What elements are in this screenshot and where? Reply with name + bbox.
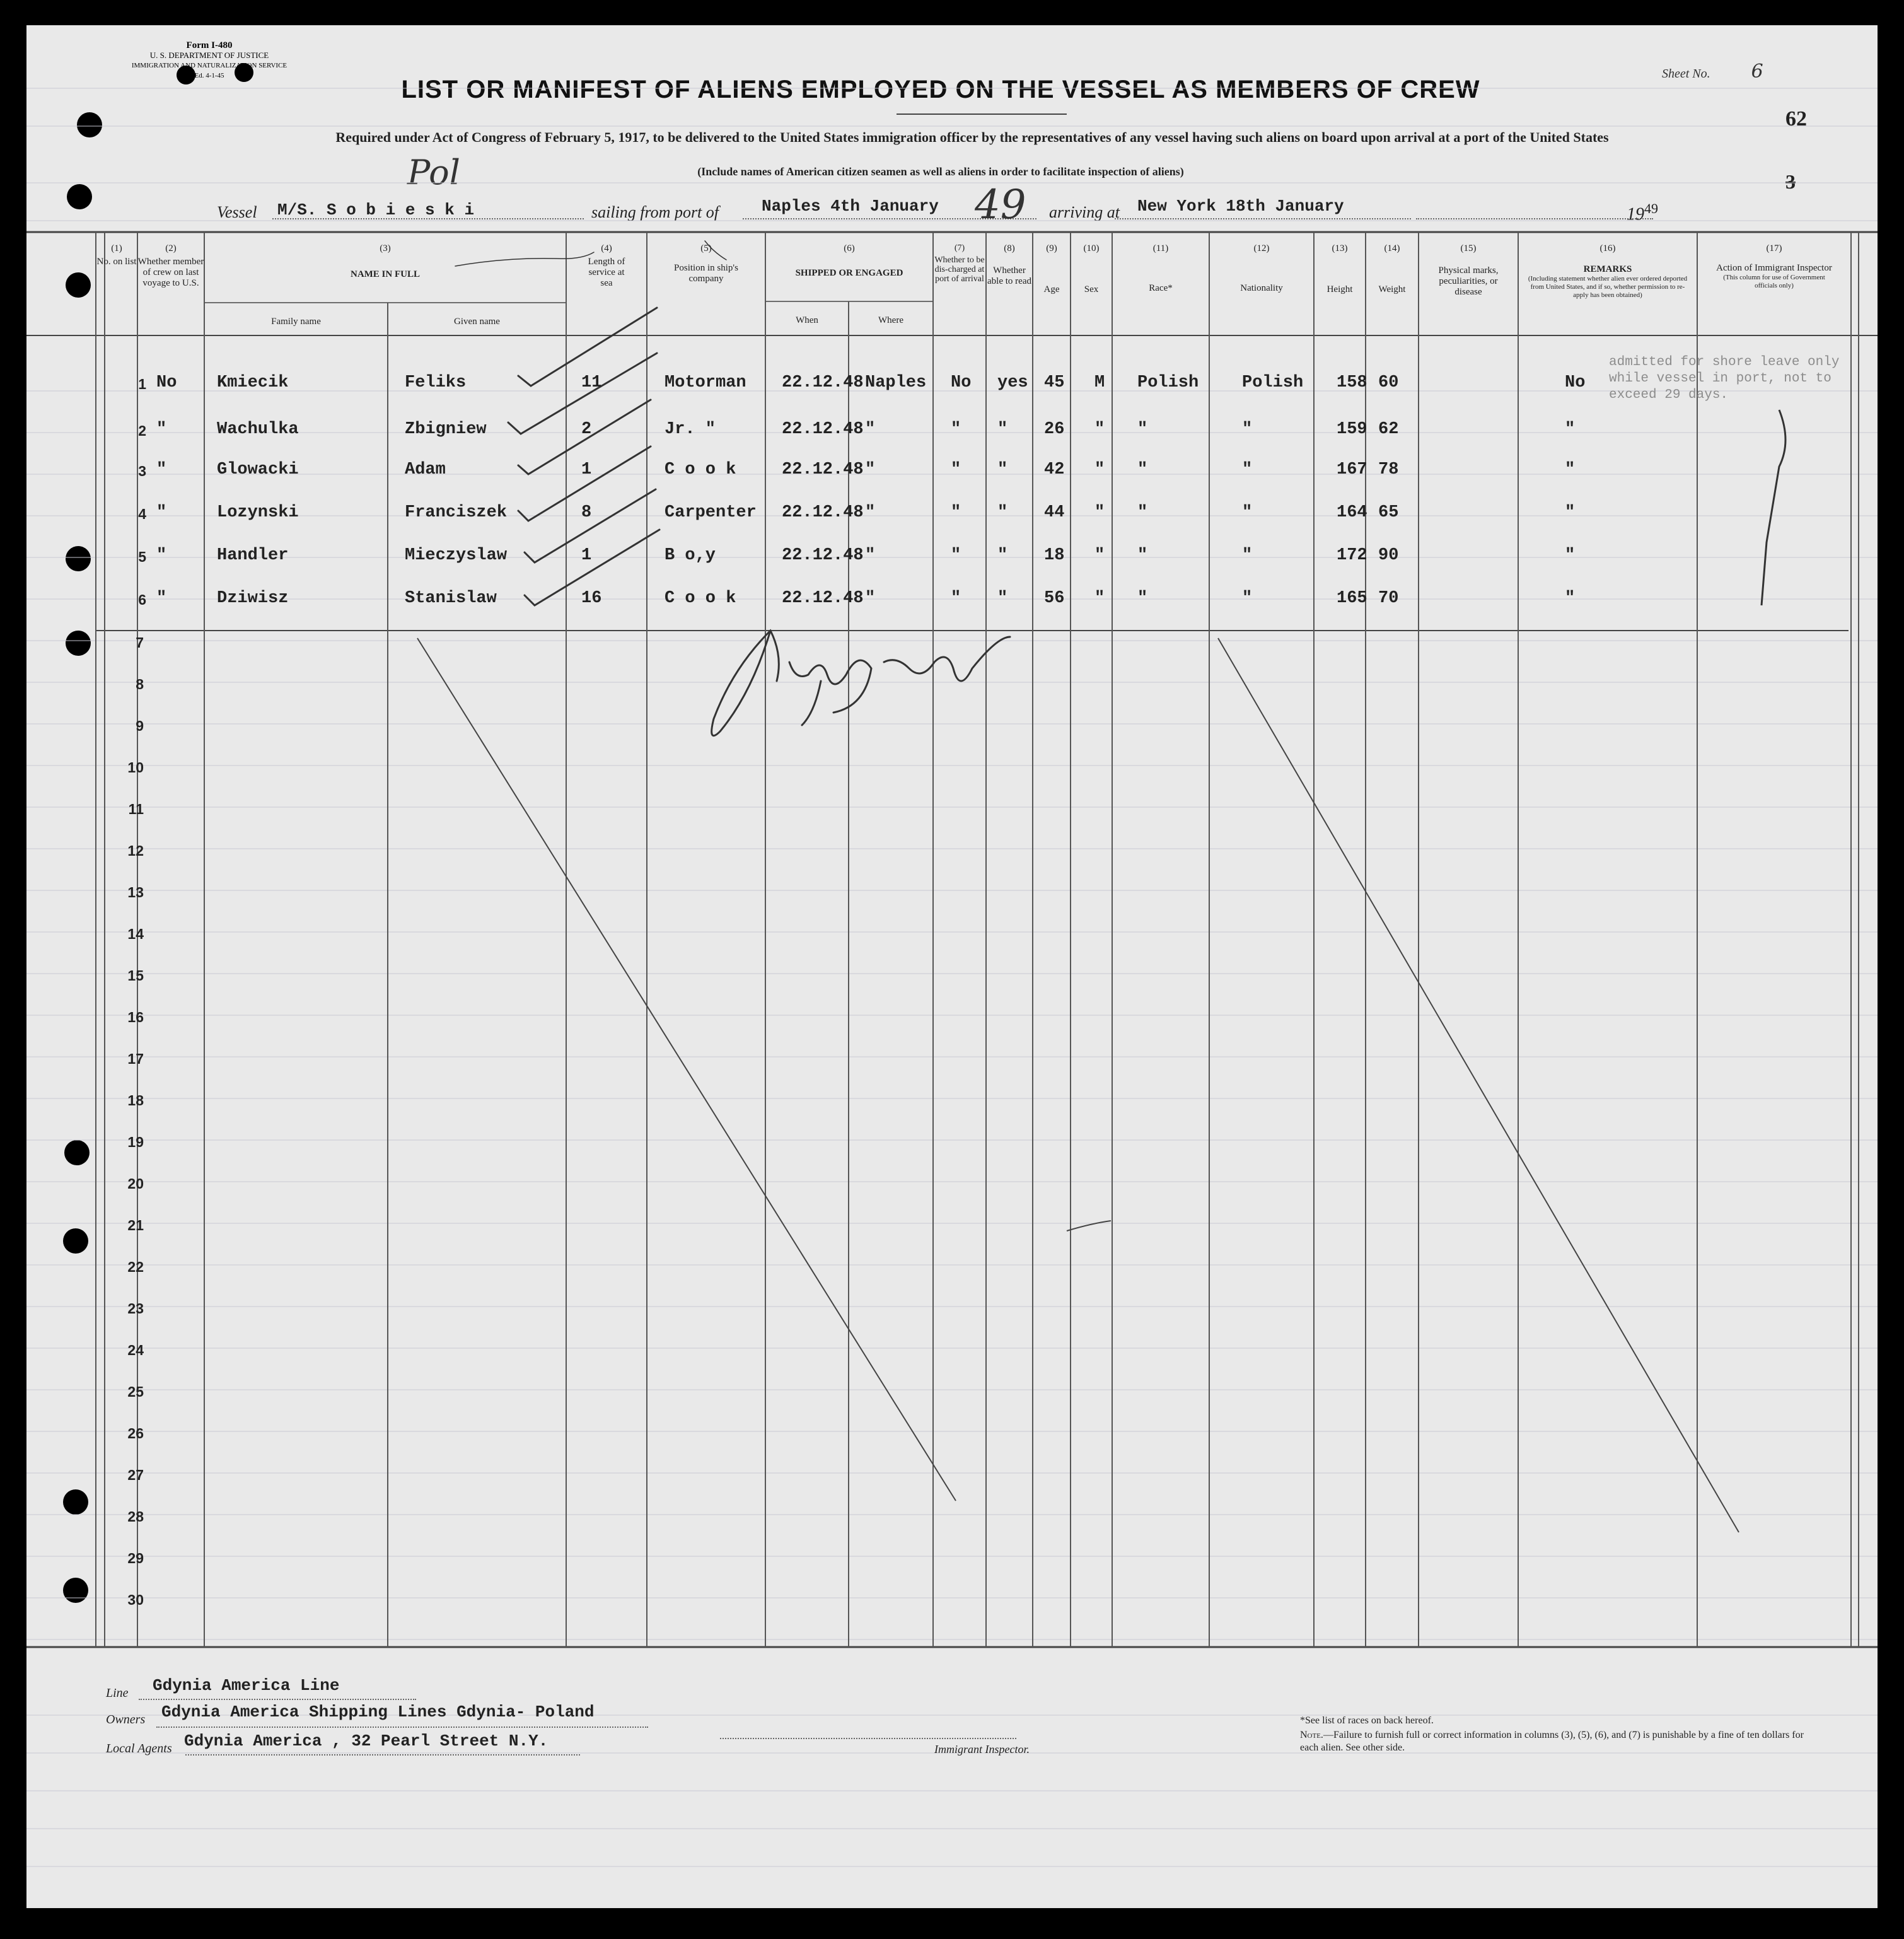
sheet-number: 6 xyxy=(1751,61,1763,83)
cell-age: 18 xyxy=(1044,546,1065,565)
cell-discharged: " xyxy=(951,460,961,479)
empty-row-number: 11 xyxy=(128,801,144,817)
cell-weight: 78 xyxy=(1378,460,1399,479)
cell-position: B o,y xyxy=(665,546,716,565)
year-prefix: 19 xyxy=(1627,204,1644,224)
cell-no: 5 xyxy=(138,549,146,565)
cell-discharged: " xyxy=(951,503,961,522)
cell-race: " xyxy=(1137,420,1148,439)
column-header-14: (14) Weight xyxy=(1378,243,1406,294)
cell-sex: " xyxy=(1094,589,1105,608)
cell-service: 8 xyxy=(581,503,592,522)
cell-service: 1 xyxy=(581,546,592,565)
cell-position: C o o k xyxy=(665,460,736,479)
empty-row-number: 10 xyxy=(127,759,144,776)
inspector-note: (This column for use of Government officials only) xyxy=(1723,274,1825,289)
vessel-handwritten-note: Pol xyxy=(407,153,460,192)
cell-nationality: " xyxy=(1242,546,1253,565)
empty-row-number: 28 xyxy=(127,1508,144,1525)
cell-weight: 90 xyxy=(1378,546,1399,565)
cell-nationality: Polish xyxy=(1242,373,1304,392)
cell-no: 2 xyxy=(138,422,146,439)
cell-height: 165 xyxy=(1337,589,1367,608)
cell-given: Mieczyslaw xyxy=(405,546,508,565)
subheader-given-name: Given name xyxy=(454,317,500,327)
cell-when: 22.12.48 xyxy=(782,373,864,392)
cell-race: Polish xyxy=(1137,373,1199,392)
cell-given: Zbigniew xyxy=(405,420,487,439)
column-header-13: (13) Height xyxy=(1326,243,1353,294)
empty-row-number: 8 xyxy=(136,676,144,692)
column-header-7: (7) Whether to be dis-charged at port of arrival xyxy=(934,243,985,284)
empty-row-number: 9 xyxy=(136,718,144,734)
cell-remarks: " xyxy=(1565,420,1576,439)
empty-row-number: 7 xyxy=(136,634,144,651)
cell-given: Feliks xyxy=(405,373,467,392)
vessel-label: Vessel xyxy=(217,203,257,221)
note-text: —Failure to furnish full or correct information in columns (3), (5), (6), and (7) is punishable by a fine of ten dollars for each alien. See other side. xyxy=(1300,1730,1804,1753)
department-name: U. S. DEPARTMENT OF JUSTICE xyxy=(149,50,269,60)
cell-remarks: " xyxy=(1565,546,1576,565)
empty-row-number: 19 xyxy=(127,1134,144,1150)
arriving-label: arriving at xyxy=(1049,203,1120,221)
footer-owners-label: Owners xyxy=(106,1713,146,1726)
cell-no: 3 xyxy=(138,463,146,479)
cell-where: Naples xyxy=(865,373,927,392)
cell-sex: " xyxy=(1094,546,1105,565)
cell-no: 6 xyxy=(138,591,146,608)
cell-weight: 65 xyxy=(1378,503,1399,522)
page-subtitle: Required under Act of Congress of February 5, 1917, to be delivered to the United States immigration officer by the representatives of any vessel having such aliens on board upon arrival at a port of the United States xyxy=(335,129,1609,145)
empty-row-number: 17 xyxy=(127,1051,144,1067)
column-header-2: (2) Whether member of crew on last voyage to U.S. xyxy=(137,243,204,288)
races-note: *See list of races on back hereof. xyxy=(1300,1715,1434,1726)
cell-race: " xyxy=(1137,503,1148,522)
cell-given: Stanislaw xyxy=(405,589,497,608)
cell-remarks: No xyxy=(1565,373,1586,392)
remarks-note: (Including statement whether alien ever ordered deported from United States, and if so, whether permission to re-apply has been obtained) xyxy=(1528,275,1688,299)
cell-race: " xyxy=(1137,460,1148,479)
cell-where: " xyxy=(865,503,876,522)
cell-weight: 60 xyxy=(1378,373,1399,392)
empty-row-number: 18 xyxy=(127,1092,144,1109)
cell-sex: M xyxy=(1094,373,1105,392)
empty-row-number: 21 xyxy=(127,1217,144,1233)
cell-sex: " xyxy=(1094,503,1105,522)
column-header-11: (11) Race* xyxy=(1149,243,1173,293)
cell-read: " xyxy=(997,420,1008,439)
cell-age: 45 xyxy=(1044,373,1065,392)
manifest-sheet xyxy=(26,25,1878,1908)
column-header-12: (12) Nationality xyxy=(1240,243,1283,293)
cell-nationality: " xyxy=(1242,589,1253,608)
cell-last-voyage: " xyxy=(156,546,167,565)
immigrant-inspector-label: Immigrant Inspector. xyxy=(934,1743,1030,1756)
empty-row-number: 22 xyxy=(127,1259,144,1275)
footer-agents-value: Gdynia America , 32 Pearl Street N.Y. xyxy=(184,1732,549,1750)
subheader-where: Where xyxy=(878,315,903,325)
cell-nationality: " xyxy=(1242,503,1253,522)
cell-no: 1 xyxy=(138,376,146,392)
cell-service: 11 xyxy=(581,373,602,392)
column-header-6: (6) SHIPPED OR ENGAGED xyxy=(795,243,903,278)
footer-agents-label: Local Agents xyxy=(106,1742,172,1756)
column-header-5: (5) Position in ship's company xyxy=(674,243,738,284)
corner-mark: 3 xyxy=(1785,170,1796,193)
cell-height: 158 xyxy=(1337,373,1367,392)
sailing-from-value: Naples 4th January xyxy=(762,197,939,216)
cell-where: " xyxy=(865,546,876,565)
cell-age: 56 xyxy=(1044,589,1065,608)
service-name: IMMIGRATION AND NATURALIZATION SERVICE xyxy=(131,62,287,69)
cell-sex: " xyxy=(1094,460,1105,479)
vessel-name: M/S. S o b i e s k i xyxy=(277,201,475,219)
sailing-label: sailing from port of xyxy=(591,203,719,221)
cell-family: Kmiecik xyxy=(217,373,289,392)
empty-row-number: 12 xyxy=(127,842,144,859)
note-label: Note. xyxy=(1300,1730,1323,1740)
empty-row-number: 26 xyxy=(127,1425,144,1441)
cell-last-voyage: " xyxy=(156,503,167,522)
arriving-at-value: New York 18th January xyxy=(1137,197,1344,216)
cell-discharged: " xyxy=(951,420,961,439)
cell-position: Motorman xyxy=(665,373,746,392)
cell-no: 4 xyxy=(138,506,146,522)
cell-read: " xyxy=(997,503,1008,522)
cell-given: Franciszek xyxy=(405,503,508,522)
cell-family: Glowacki xyxy=(217,460,299,479)
table-grid xyxy=(26,25,1878,1908)
column-header-15: (15) Physical marks, peculiarities, or disease xyxy=(1438,243,1499,297)
empty-row-number: 13 xyxy=(127,884,144,900)
empty-row-number: 14 xyxy=(127,926,144,942)
cell-last-voyage: " xyxy=(156,420,167,439)
cell-family: Handler xyxy=(217,546,289,565)
cell-service: 1 xyxy=(581,460,592,479)
column-header-10: (10) Sex xyxy=(1083,243,1100,294)
cell-service: 2 xyxy=(581,420,592,439)
cell-read: " xyxy=(997,589,1008,608)
cell-family: Dziwisz xyxy=(217,589,289,608)
cell-when: 22.12.48 xyxy=(782,546,864,565)
cell-last-voyage: " xyxy=(156,589,167,608)
footer-line-value: Gdynia America Line xyxy=(153,1676,340,1695)
cell-discharged: No xyxy=(951,373,972,392)
subheader-family-name: Family name xyxy=(271,317,321,327)
cell-service: 16 xyxy=(581,589,602,608)
cell-when: 22.12.48 xyxy=(782,503,864,522)
footer-line-label: Line xyxy=(106,1686,129,1700)
cell-height: 159 xyxy=(1337,420,1367,439)
page-title: LIST OR MANIFEST OF ALIENS EMPLOYED ON THE VESSEL AS MEMBERS OF CREW xyxy=(401,76,1480,103)
cell-when: 22.12.48 xyxy=(782,420,864,439)
empty-row-number: 29 xyxy=(127,1550,144,1566)
cell-position: Jr. " xyxy=(665,420,716,439)
cell-last-voyage: " xyxy=(156,460,167,479)
empty-row-number: 23 xyxy=(127,1300,144,1317)
empty-row-number: 30 xyxy=(127,1592,144,1608)
footer-owners-value: Gdynia America Shipping Lines Gdynia- Poland xyxy=(161,1703,595,1721)
cell-race: " xyxy=(1137,546,1148,565)
cell-discharged: " xyxy=(951,546,961,565)
empty-row-number: 15 xyxy=(127,967,144,984)
cell-race: " xyxy=(1137,589,1148,608)
cell-age: 42 xyxy=(1044,460,1065,479)
cell-remarks: " xyxy=(1565,589,1576,608)
cell-nationality: " xyxy=(1242,420,1253,439)
cell-when: 22.12.48 xyxy=(782,460,864,479)
empty-row-number: 20 xyxy=(127,1175,144,1192)
column-header-3: (3) NAME IN FULL xyxy=(350,243,420,279)
cell-when: 22.12.48 xyxy=(782,589,864,608)
year-suffix: 49 xyxy=(1644,201,1658,216)
cell-nationality: " xyxy=(1242,460,1253,479)
cell-read: " xyxy=(997,546,1008,565)
cell-read: " xyxy=(997,460,1008,479)
cell-position: Carpenter xyxy=(665,503,757,522)
cell-given: Adam xyxy=(405,460,446,479)
column-header-17: (17) Action of Immigrant Inspector (This column for use of Government officials only) xyxy=(1697,243,1851,290)
form-number: Form I-480 xyxy=(186,40,233,50)
cell-last-voyage: No xyxy=(156,373,177,392)
cell-sex: " xyxy=(1094,420,1105,439)
sheet-number-label: Sheet No. xyxy=(1662,67,1710,81)
empty-row-number: 25 xyxy=(127,1383,144,1400)
shore-leave-stamp: admitted for shore leave only while vessel in port, not to exceed 29 days. xyxy=(1609,355,1840,402)
cell-age: 26 xyxy=(1044,420,1065,439)
cell-family: Wachulka xyxy=(217,420,299,439)
column-header-16: (16) REMARKS (Including statement whether alien ever ordered deported from United States, and if so, whether permission to re-apply has been obtained) xyxy=(1518,243,1697,300)
cell-weight: 62 xyxy=(1378,420,1399,439)
column-header-4: (4) Length of service at sea xyxy=(588,243,625,288)
cell-remarks: " xyxy=(1565,460,1576,479)
cell-where: " xyxy=(865,589,876,608)
column-header-9: (9) Age xyxy=(1043,243,1060,294)
sailing-year-handwritten: 49 xyxy=(975,182,1026,228)
cell-height: 172 xyxy=(1337,546,1367,565)
cell-remarks: " xyxy=(1565,503,1576,522)
page-number: 62 xyxy=(1785,107,1807,131)
cell-age: 44 xyxy=(1044,503,1065,522)
empty-row-number: 24 xyxy=(127,1342,144,1358)
cell-position: C o o k xyxy=(665,589,736,608)
column-header-8: (8) Whether able to read xyxy=(987,243,1031,286)
cell-height: 164 xyxy=(1337,503,1367,522)
page-subtitle-note: (Include names of American citizen seamen as well as aliens in order to facilitate inspection of aliens) xyxy=(697,165,1184,178)
cell-where: " xyxy=(865,460,876,479)
cell-family: Lozynski xyxy=(217,503,299,522)
form-edition: Ed. 4-1-45 xyxy=(194,72,224,79)
empty-row-number: 16 xyxy=(127,1009,144,1025)
cell-where: " xyxy=(865,420,876,439)
cell-discharged: " xyxy=(951,589,961,608)
empty-row-number: 27 xyxy=(127,1467,144,1483)
column-header-1: (1) No. on list xyxy=(96,243,137,267)
cell-weight: 70 xyxy=(1378,589,1399,608)
cell-read: yes xyxy=(997,373,1028,392)
cell-height: 167 xyxy=(1337,460,1367,479)
subheader-when: When xyxy=(796,315,818,325)
